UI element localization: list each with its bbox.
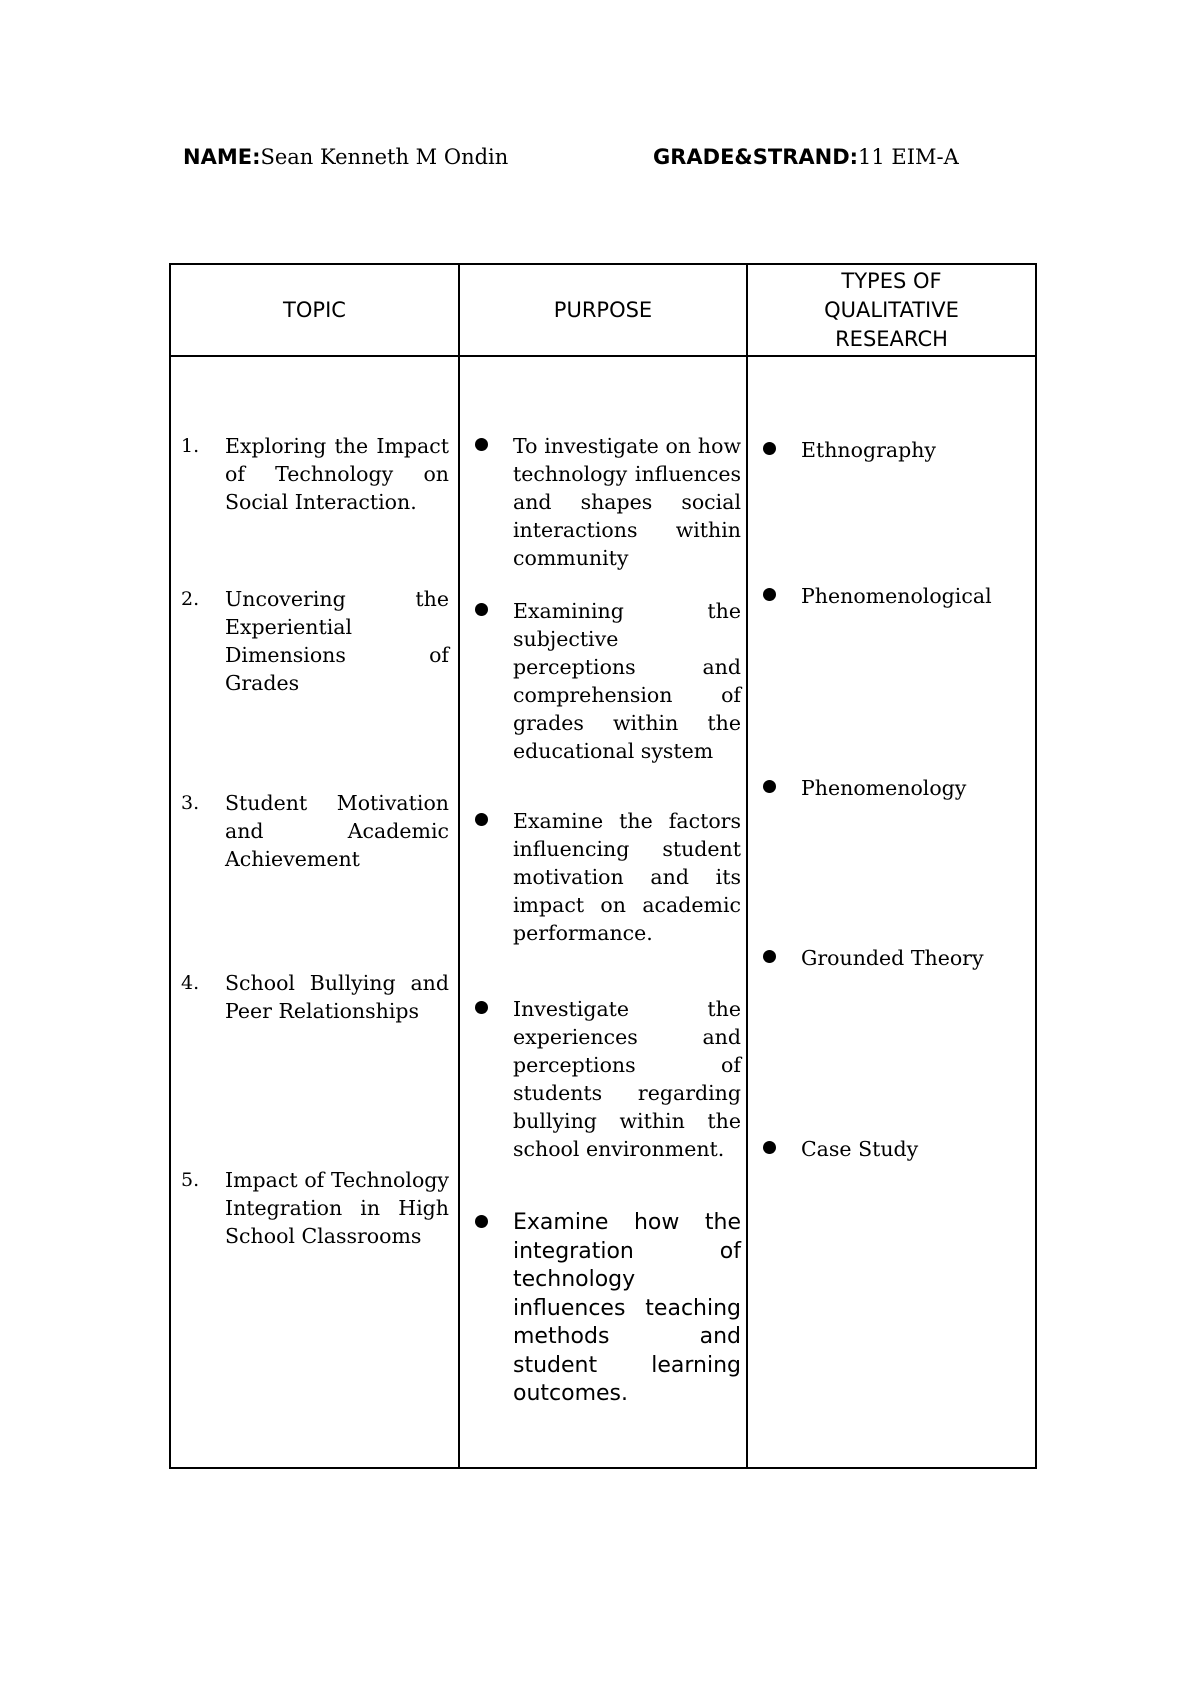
purpose-item	[475, 1209, 741, 1409]
bullet-icon	[763, 1141, 776, 1154]
grade-strand-field	[653, 145, 959, 169]
purpose-item	[475, 597, 741, 765]
column-header-topic: TOPIC	[170, 264, 459, 356]
purpose-item	[475, 432, 741, 572]
topic-cell	[170, 356, 459, 1468]
topic-item	[181, 789, 449, 873]
column-header-types-text: TYPES OF QUALITATIVE RESEARCH	[824, 268, 959, 351]
topic-item	[181, 432, 449, 516]
bullet-icon	[763, 442, 776, 455]
topic-number: 4.	[181, 972, 200, 994]
document-header	[183, 145, 1003, 175]
topic-number: 3.	[181, 792, 200, 814]
bullet-icon	[475, 1215, 488, 1228]
bullet-icon	[475, 438, 488, 451]
table-body-row	[170, 356, 1036, 1468]
type-item	[763, 1135, 1023, 1163]
purpose-item	[475, 807, 741, 947]
research-topics-table	[169, 263, 1037, 1469]
topic-text: School Bullying and Peer Relationships	[225, 971, 449, 1023]
bullet-icon	[475, 603, 488, 616]
grade-strand-label: GRADE&STRAND:	[653, 145, 859, 169]
type-text: Ethnography	[801, 438, 937, 462]
bullet-icon	[763, 780, 776, 793]
grade-strand-value: 11 EIM-A	[858, 145, 959, 169]
bullet-icon	[475, 813, 488, 826]
table-header-row	[170, 264, 1036, 356]
type-item	[763, 774, 1023, 802]
purpose-text: Investigate the experiences and perceptions of students regarding bullying within the school environment.	[513, 997, 741, 1161]
bullet-icon	[763, 588, 776, 601]
purpose-cell	[459, 356, 747, 1468]
topic-number: 1.	[181, 435, 200, 457]
column-header-purpose: PURPOSE	[459, 264, 747, 356]
purpose-text: To investigate on how technology influences and shapes social interactions within community	[513, 434, 741, 570]
name-field	[183, 145, 508, 169]
types-cell	[747, 356, 1036, 1468]
type-item	[763, 582, 1023, 610]
purpose-text: Examining the subjective perceptions and comprehension of grades within the educational system	[513, 599, 741, 763]
purpose-item	[475, 995, 741, 1163]
type-item	[763, 436, 1023, 464]
bullet-icon	[475, 1001, 488, 1014]
name-value: Sean Kenneth M Ondin	[260, 145, 509, 169]
name-label: NAME:	[183, 145, 261, 169]
topic-text: Exploring the Impact of Technology on Social Interaction.	[225, 434, 449, 514]
topic-number: 2.	[181, 588, 200, 610]
topic-number: 5.	[181, 1169, 200, 1191]
type-text: Grounded Theory	[801, 946, 984, 970]
topic-item	[181, 969, 449, 1025]
type-item	[763, 944, 1023, 972]
topic-text: Student Motivation and Academic Achievement	[225, 791, 449, 871]
type-text: Case Study	[801, 1137, 919, 1161]
type-text: Phenomenology	[801, 776, 967, 800]
topic-item	[181, 585, 449, 697]
purpose-text: Examine how the integration of technology influences teaching methods and student learning outcomes.	[513, 1210, 741, 1406]
topic-text: Impact of Technology Integration in High School Classrooms	[225, 1168, 449, 1248]
bullet-icon	[763, 950, 776, 963]
column-header-types	[747, 264, 1036, 356]
type-text: Phenomenological	[801, 584, 992, 608]
purpose-text: Examine the factors influencing student motivation and its impact on academic performance.	[513, 809, 741, 945]
topic-text: Uncovering the Experiential Dimensions of Grades	[225, 587, 449, 695]
topic-item	[181, 1166, 449, 1250]
